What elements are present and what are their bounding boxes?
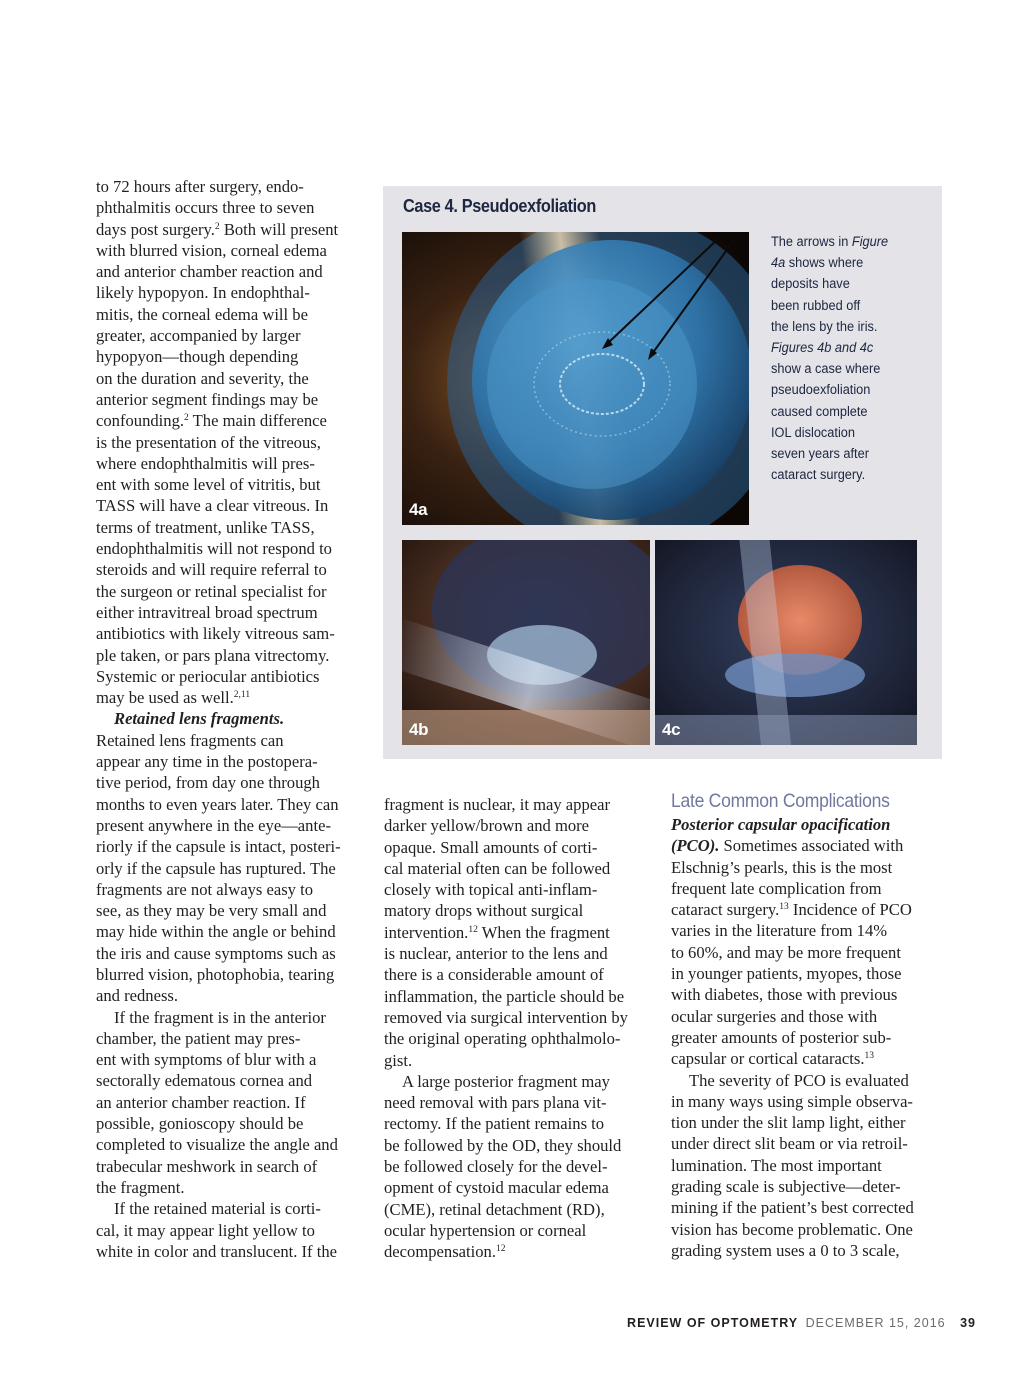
text-line: where endophthalmitis will pres- bbox=[96, 453, 315, 473]
figure-caption: The arrows in Figure 4a shows where deposits have been rubbed off the lens by the iris. Figures 4b and 4c show a case where pseudoexfoliation caused complete IOL dislocation seven years after cataract surgery. bbox=[771, 234, 889, 484]
text-line: is nuclear, anterior to the lens and bbox=[384, 944, 608, 964]
text-line: endophthalmitis will not respond to bbox=[96, 539, 332, 559]
text-line: A large posterior fragment may bbox=[402, 1071, 610, 1091]
text-line: be followed closely for the devel- bbox=[384, 1157, 608, 1177]
text-line: inflammation, the particle should be bbox=[384, 986, 625, 1006]
figure-4a-photo bbox=[402, 232, 749, 525]
text-line: closely with topical anti-inflam- bbox=[384, 880, 598, 900]
paragraph bbox=[671, 920, 943, 1048]
text-line: greater, accompanied by larger bbox=[96, 326, 301, 346]
paragraph bbox=[96, 1198, 368, 1262]
text-line: appear any time in the postopera- bbox=[96, 752, 318, 772]
text-line: grading scale is subjective—deter- bbox=[671, 1177, 901, 1197]
paragraph bbox=[96, 432, 368, 688]
text-line: an anterior chamber reaction. If bbox=[96, 1092, 306, 1112]
text-line: ocular hypertension or corneal bbox=[384, 1220, 587, 1240]
text-line: is the presentation of the vitreous, bbox=[96, 432, 321, 452]
text-line: phthalmitis occurs three to seven bbox=[96, 198, 315, 218]
text-line: grading system uses a 0 to 3 scale, bbox=[671, 1240, 900, 1260]
text-line: with diabetes, those with previous bbox=[671, 985, 898, 1005]
text-line: the fragment. bbox=[96, 1177, 185, 1197]
text-line: vision has become problematic. One bbox=[671, 1219, 913, 1239]
text-line: sectorally edematous cornea and bbox=[96, 1071, 313, 1091]
paragraph bbox=[384, 943, 656, 1071]
text-line: frequent late complication from bbox=[671, 878, 882, 898]
text-line: antibiotics with likely vitreous sam- bbox=[96, 624, 335, 644]
text-line: days post surgery.$^2$ Both will present bbox=[96, 219, 339, 239]
section-heading: Late Common Complications bbox=[671, 790, 890, 812]
sidebar-title: Case 4. Pseudoexfoliation bbox=[403, 195, 596, 216]
text-line: be followed by the OD, they should bbox=[384, 1135, 622, 1155]
text-line: opment of cystoid macular edema bbox=[384, 1178, 609, 1198]
text-line: terms of treatment, unlike TASS, bbox=[96, 517, 315, 537]
text-line: matory drops without surgical bbox=[384, 901, 584, 921]
text-line: (CME), retinal detachment (RD), bbox=[384, 1199, 605, 1219]
text-line: and redness. bbox=[96, 986, 179, 1006]
text-line: intervention.$^{12}$ When the fragment bbox=[384, 922, 610, 942]
text-line: may hide within the angle or behind bbox=[96, 922, 336, 942]
text-line: fragments are not always easy to bbox=[96, 879, 314, 899]
case-sidebar bbox=[383, 186, 942, 759]
subheading-pco: Posterior capsular opacification bbox=[671, 815, 891, 834]
figure-4c-photo bbox=[655, 540, 917, 745]
text-line: lumination. The most important bbox=[671, 1155, 882, 1175]
text-line: capsular or cortical cataracts.$^{13}$ bbox=[671, 1049, 874, 1069]
issue-date: DECEMBER 15, 2016 bbox=[805, 1316, 946, 1330]
text-line: chamber, the patient may pres- bbox=[96, 1028, 301, 1048]
text-line: may be used as well.$^{2,11}$ bbox=[96, 688, 251, 708]
paragraph bbox=[384, 1071, 656, 1241]
text-line: likely hypopyon. In endophthal- bbox=[96, 283, 310, 303]
text-line: there is a considerable amount of bbox=[384, 965, 604, 985]
figure-4b-photo bbox=[402, 540, 650, 745]
text-line: white in color and translucent. If the bbox=[96, 1241, 337, 1261]
text-line: opaque. Small amounts of corti- bbox=[384, 837, 598, 857]
text-line: need removal with pars plana vit- bbox=[384, 1093, 607, 1113]
text-line: hypopyon—though depending bbox=[96, 347, 299, 367]
text-line: to 60%, and may be more frequent bbox=[671, 942, 901, 962]
text-line: cataract surgery.$^{13}$ Incidence of PCO bbox=[671, 900, 912, 920]
subheading-pco-abbr: (PCO). bbox=[671, 836, 720, 856]
text-line: with blurred vision, corneal edema bbox=[96, 240, 327, 260]
text-line: fragment is nuclear, it may appear bbox=[384, 795, 611, 814]
paragraph bbox=[96, 730, 368, 1007]
figure-label-4b: 4b bbox=[409, 720, 429, 739]
text-line: possible, gonioscopy should be bbox=[96, 1114, 304, 1134]
text-line: decompensation.$^{12}$ bbox=[384, 1242, 506, 1262]
text-line: see, as they may be very small and bbox=[96, 901, 327, 921]
publication-name: REVIEW OF OPTOMETRY bbox=[627, 1316, 799, 1330]
text-line: mining if the patient’s best corrected bbox=[671, 1198, 914, 1218]
paragraph bbox=[96, 176, 368, 219]
text-line: darker yellow/brown and more bbox=[384, 816, 590, 836]
page-number: 39 bbox=[960, 1316, 976, 1330]
text-line: ent with symptoms of blur with a bbox=[96, 1050, 317, 1070]
text-line: under direct slit beam or via retroil- bbox=[671, 1134, 908, 1154]
text-line: in many ways using simple observa- bbox=[671, 1091, 913, 1111]
text-line: and anterior chamber reaction and bbox=[96, 262, 323, 282]
text-line: Elschnig’s pearls, this is the most bbox=[671, 857, 893, 877]
text-line: Systemic or periocular antibiotics bbox=[96, 666, 320, 686]
figure-label-4a: 4a bbox=[409, 500, 428, 519]
text-line: either intravitreal broad spectrum bbox=[96, 602, 318, 622]
subheading-retained-lens-fragments: Retained lens fragments. bbox=[114, 709, 285, 729]
paragraph bbox=[96, 240, 368, 410]
text-line: anterior segment findings may be bbox=[96, 389, 319, 409]
text-line: tion under the slit lamp light, either bbox=[671, 1113, 906, 1133]
body-column-1 bbox=[96, 176, 368, 1262]
text-line: mitis, the corneal edema will be bbox=[96, 304, 308, 324]
text-line: the original operating ophthalmolo- bbox=[384, 1029, 621, 1049]
text-line: ent with some level of vitritis, but bbox=[96, 475, 321, 495]
text-line: tive period, from day one through bbox=[96, 773, 320, 793]
text-line: varies in the literature from 14% bbox=[671, 921, 888, 941]
paragraph bbox=[671, 1070, 943, 1262]
text-line: on the duration and severity, the bbox=[96, 368, 309, 388]
text-line: the surgeon or retinal specialist for bbox=[96, 581, 327, 601]
text-line: trabecular meshwork in search of bbox=[96, 1156, 318, 1176]
text-line: steroids and will require referral to bbox=[96, 560, 327, 580]
body-column-2 bbox=[384, 794, 656, 1263]
text-line: ple taken, or pars plana vitrectomy. bbox=[96, 645, 330, 665]
text-line: If the retained material is corti- bbox=[114, 1199, 321, 1219]
text-line: present anywhere in the eye—ante- bbox=[96, 815, 331, 835]
text-line: The severity of PCO is evaluated bbox=[689, 1070, 909, 1090]
text-line: in younger patients, myopes, those bbox=[671, 964, 902, 984]
figure-label-4c: 4c bbox=[662, 720, 681, 739]
text-line: cal, it may appear light yellow to bbox=[96, 1220, 315, 1240]
text-line: If the fragment is in the anterior bbox=[114, 1007, 326, 1027]
text-line: completed to visualize the angle and bbox=[96, 1135, 338, 1155]
text-line: greater amounts of posterior sub- bbox=[671, 1027, 892, 1047]
text-line: gist. bbox=[384, 1050, 413, 1070]
text-line: riorly if the capsule is intact, posteri- bbox=[96, 837, 341, 857]
text-line: months to even years later. They can bbox=[96, 794, 339, 814]
paragraph bbox=[96, 1007, 368, 1199]
text-line: ocular surgeries and those with bbox=[671, 1006, 878, 1026]
text-line: Retained lens fragments can bbox=[96, 730, 284, 750]
body-column-3: Late Common Complications Posterior capsular opacification (PCO). Sometimes associated with Elschnig’s pearls, this is the most frequent late complication from cataract surgery.$^{13}$ Incidence of PCO varies in the literature from 14% to 60%, and may be more frequent in younger patients, myopes, those with diabetes, those with previous ocular surgeries and those with greater amounts of posterior sub- capsular or cortical cataracts.$^{13}$ The severity of PCO is evaluated in many ways using simple observa- tion under the slit lamp light, either under direct slit beam or via retroil- lumination. The most important grading scale is subjective—deter- mining if the patient’s best corrected vision has become problematic. One grading system uses a 0 to 3 scale, bbox=[671, 794, 943, 1261]
text-line: removed via surgical intervention by bbox=[384, 1007, 628, 1027]
text-line: rectomy. If the patient remains to bbox=[384, 1114, 605, 1134]
text-line: to 72 hours after surgery, endo- bbox=[96, 177, 304, 196]
text-line: the iris and cause symptoms such as bbox=[96, 943, 336, 963]
paragraph bbox=[671, 857, 943, 900]
text-line: TASS will have a clear vitreous. In bbox=[96, 496, 329, 516]
text-line: cal material often can be followed bbox=[384, 858, 611, 878]
text-line: blurred vision, photophobia, tearing bbox=[96, 964, 335, 984]
text-line: orly if the capsule has ruptured. The bbox=[96, 858, 336, 878]
paragraph bbox=[384, 794, 656, 922]
page-footer bbox=[627, 1316, 976, 1330]
text-line: confounding.$^2$ The main difference bbox=[96, 411, 327, 431]
